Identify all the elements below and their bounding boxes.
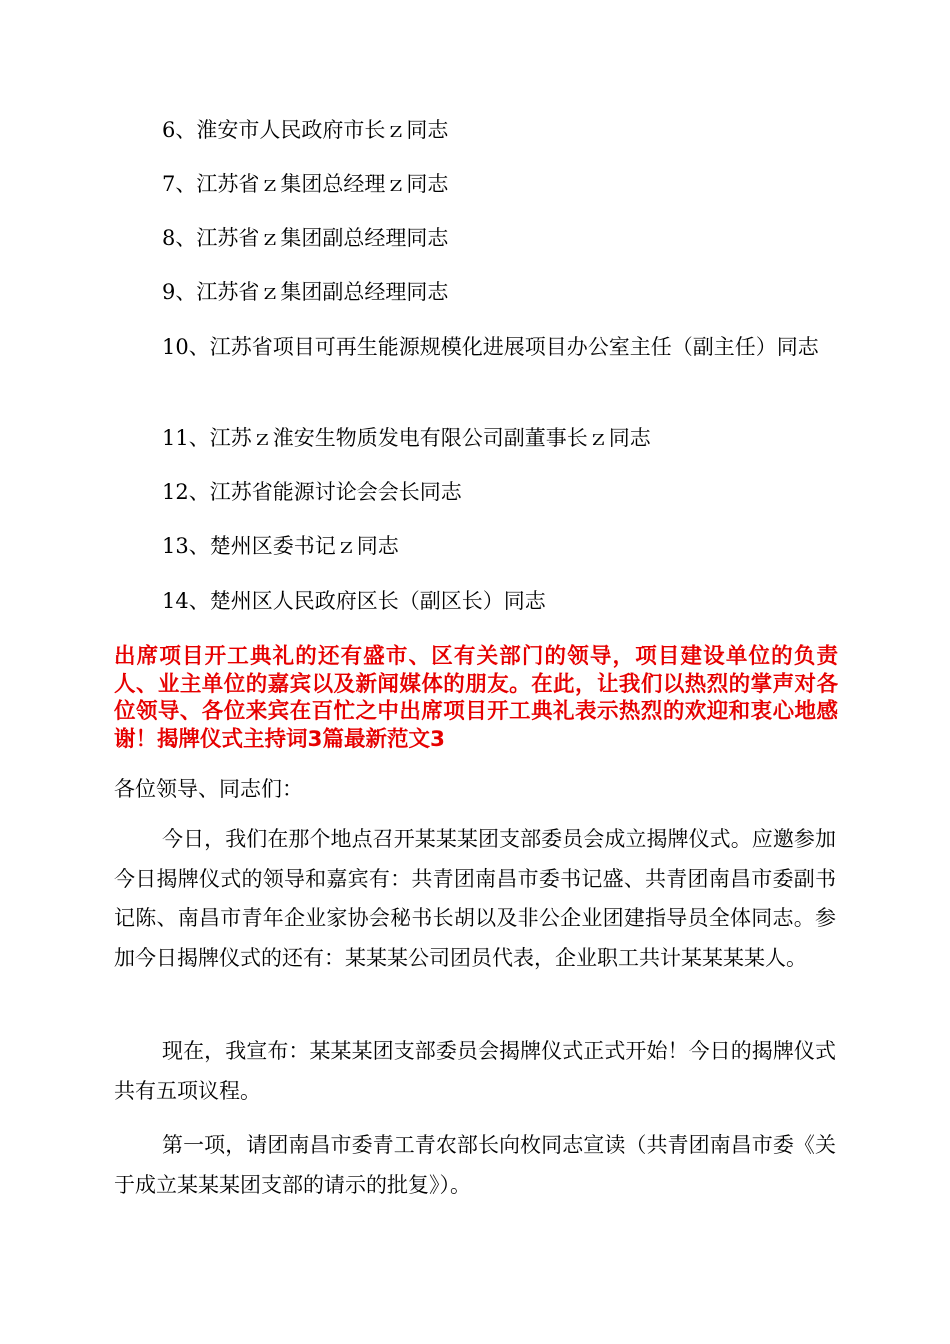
attendee-item: 9、江苏省ｚ集团副总经理同志: [162, 280, 449, 304]
attendee-item: 10、江苏省项目可再生能源规模化进展项目办公室主任（副主任）同志: [162, 335, 819, 359]
salutation: 各位领导、同志们：: [114, 777, 303, 801]
attendee-item: 6、淮安市人民政府市长ｚ同志: [162, 118, 449, 142]
body-paragraph: 现在，我宣布：某某某团支部委员会揭牌仪式正式开始！今日的揭牌仪式共有五项议程。: [114, 1039, 836, 1103]
red-heading: 出席项目开工典礼的还有盛市、区有关部门的领导，项目建设单位的负责人、业主单位的嘉宾以及新闻媒体的朋友。在此，让我们以热烈的掌声对各位领导、各位来宾在百忙之中出席项目开工典礼表示热烈的欢迎和衷心地感谢！揭牌仪式主持词3篇最新范文3: [114, 644, 838, 752]
attendee-item: 14、楚州区人民政府区长（副区长）同志: [162, 589, 546, 613]
attendee-item: 12、江苏省能源讨论会会长同志: [162, 480, 462, 504]
attendee-item: 13、楚州区委书记ｚ同志: [162, 534, 399, 558]
attendee-item: 11、江苏ｚ淮安生物质发电有限公司副董事长ｚ同志: [162, 426, 651, 450]
body-paragraph: 今日，我们在那个地点召开某某某团支部委员会成立揭牌仪式。应邀参加今日揭牌仪式的领导和嘉宾有：共青团南昌市委书记盛、共青团南昌市委副书记陈、南昌市青年企业家协会秘书长胡以及非公企业团建指导员全体同志。参加今日揭牌仪式的还有：某某某公司团员代表，企业职工共计某某某某人。: [114, 827, 836, 970]
body-paragraph: 第一项，请团南昌市委青工青农部长向枚同志宣读（共青团南昌市委《关于成立某某某团支部的请示的批复》）。: [114, 1133, 836, 1197]
attendee-item: 8、江苏省ｚ集团副总经理同志: [162, 226, 449, 250]
attendee-item: 7、江苏省ｚ集团总经理ｚ同志: [162, 172, 449, 196]
